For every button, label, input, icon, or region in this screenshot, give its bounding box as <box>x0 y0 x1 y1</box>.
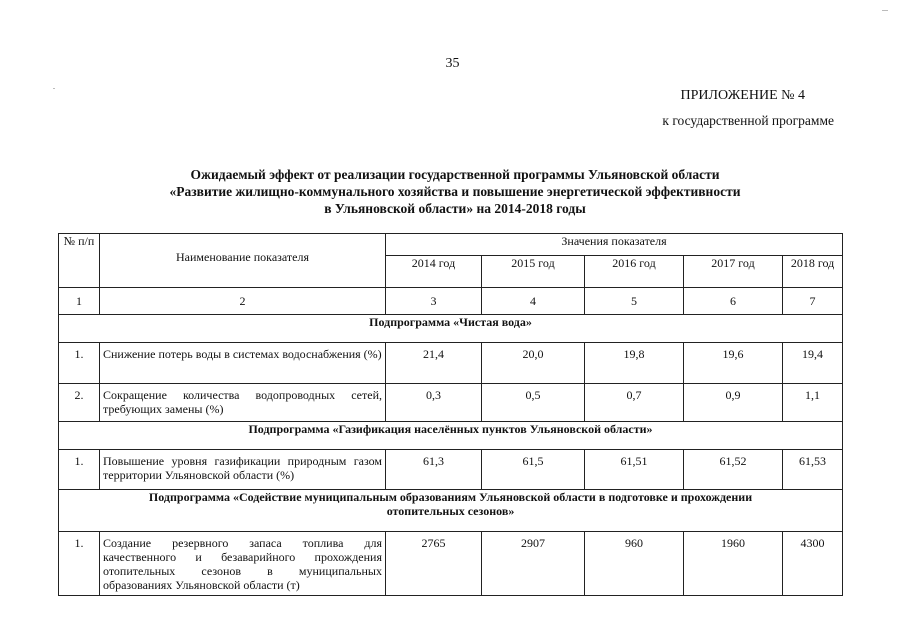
table-row <box>59 384 843 422</box>
section-title: Подпрограмма «Чистая вода» <box>59 315 843 343</box>
header-year-2014: 2014 год <box>386 256 482 288</box>
column-number: 2 <box>100 288 386 315</box>
row-name: Сокращение количества водопроводных сетей, требующих замены (%) <box>100 384 386 422</box>
row-value: 19,8 <box>585 343 684 384</box>
column-number: 6 <box>684 288 783 315</box>
section-row-heating <box>59 490 843 532</box>
header-name: Наименование показателя <box>100 234 386 288</box>
row-value: 2907 <box>482 532 585 596</box>
column-number: 4 <box>482 288 585 315</box>
row-value: 1960 <box>684 532 783 596</box>
header-year-2017: 2017 год <box>684 256 783 288</box>
section-row-gasification <box>59 422 843 450</box>
column-number-row <box>59 288 843 315</box>
header-year-2016: 2016 год <box>585 256 684 288</box>
row-value: 20,0 <box>482 343 585 384</box>
header-num: № п/п <box>59 234 100 288</box>
row-value: 0,5 <box>482 384 585 422</box>
row-value: 0,7 <box>585 384 684 422</box>
row-value: 1,1 <box>783 384 843 422</box>
table-row <box>59 532 843 596</box>
title-line-3: в Ульяновской области» на 2014-2018 годы <box>324 201 586 216</box>
page-number: 35 <box>445 56 460 71</box>
indicators-table <box>58 233 843 596</box>
section-title: Подпрограмма «Газификация населённых пунктов Ульяновской области» <box>59 422 843 450</box>
table-row <box>59 343 843 384</box>
header-row-1 <box>59 234 843 256</box>
row-value: 960 <box>585 532 684 596</box>
section-row-clean-water <box>59 315 843 343</box>
row-value: 2765 <box>386 532 482 596</box>
table-row <box>59 450 843 490</box>
column-number: 1 <box>59 288 100 315</box>
column-number: 3 <box>386 288 482 315</box>
row-num: 1. <box>59 450 100 490</box>
row-value: 61,52 <box>684 450 783 490</box>
title-line-1: Ожидаемый эффект от реализации государственной программы Ульяновской области <box>190 167 720 182</box>
scan-speck <box>882 10 888 11</box>
row-value: 61,51 <box>585 450 684 490</box>
row-value: 21,4 <box>386 343 482 384</box>
row-value: 61,53 <box>783 450 843 490</box>
row-num: 1. <box>59 343 100 384</box>
header-year-2018: 2018 год <box>783 256 843 288</box>
column-number: 5 <box>585 288 684 315</box>
row-name: Повышение уровня газификации природным газом территории Ульяновской области (%) <box>100 450 386 490</box>
row-num: 1. <box>59 532 100 596</box>
header-values-group: Значения показателя <box>386 234 843 256</box>
row-value: 0,3 <box>386 384 482 422</box>
column-number: 7 <box>783 288 843 315</box>
row-value: 61,3 <box>386 450 482 490</box>
appendix-title: ПРИЛОЖЕНИЕ № 4 <box>680 88 805 103</box>
row-value: 0,9 <box>684 384 783 422</box>
row-value: 19,6 <box>684 343 783 384</box>
row-value: 4300 <box>783 532 843 596</box>
row-name: Создание резервного запаса топлива для качественного и безаварийного прохождения отопительных сезонов в муниципальных образованиях Ульяновской области (т) <box>100 532 386 596</box>
row-name: Снижение потерь воды в системах водоснабжения (%) <box>100 343 386 384</box>
row-value: 19,4 <box>783 343 843 384</box>
section-title: Подпрограмма «Содействие муниципальным образованиям Ульяновской области в подготовке и прохождении отопительных сезонов» <box>59 490 843 532</box>
appendix-subtitle: к государственной программе <box>662 113 834 128</box>
scan-speck <box>53 88 55 89</box>
header-year-2015: 2015 год <box>482 256 585 288</box>
row-value: 61,5 <box>482 450 585 490</box>
row-num: 2. <box>59 384 100 422</box>
document-title <box>40 166 870 217</box>
title-line-2: «Развитие жилищно-коммунального хозяйства и повышение энергетической эффективности <box>169 184 741 199</box>
